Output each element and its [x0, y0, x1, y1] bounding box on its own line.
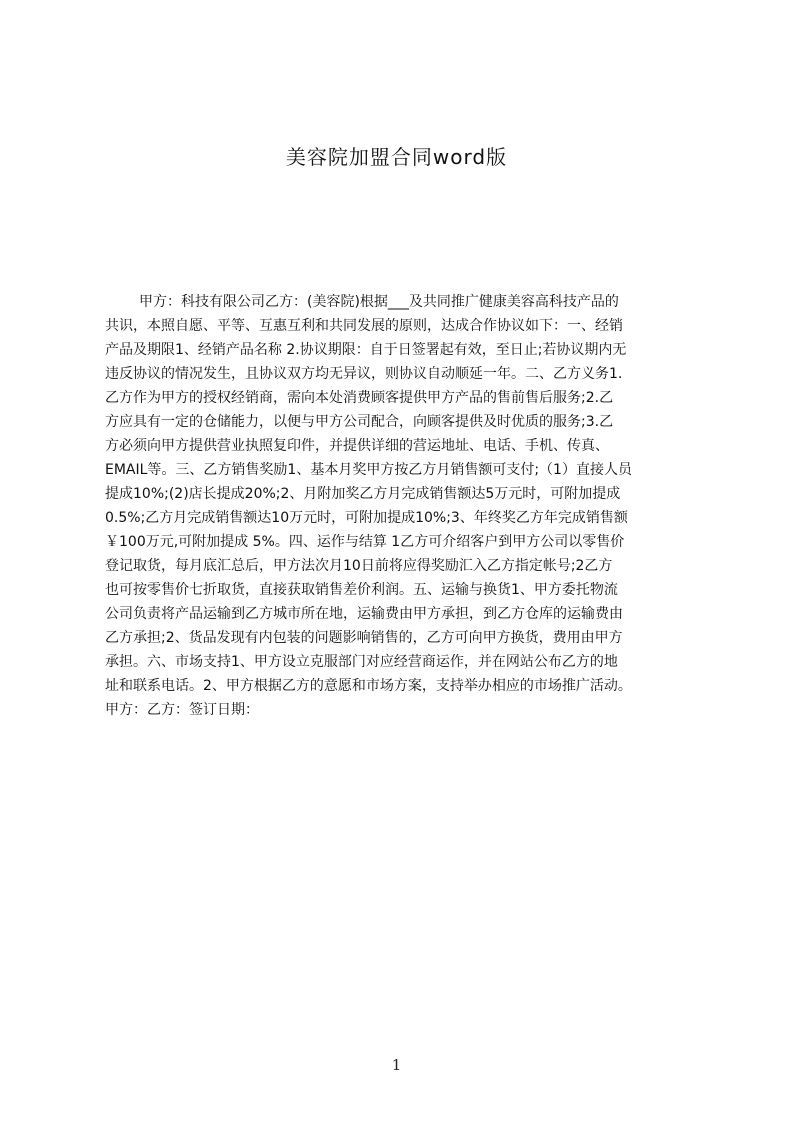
body-line: 乙方承担;2、货品发现有内包装的问题影响销售的，乙方可向甲方换货，费用由甲方: [105, 630, 623, 646]
contract-body: [105, 290, 697, 722]
page-number: 1: [391, 1056, 402, 1074]
body-line: 0.5%;乙方月完成销售额达10万元时，可附加提成10%;3、年终奖乙方年完成销售额: [105, 510, 628, 526]
body-line: 共识，本照自愿、平等、互惠互利和共同发展的原则，达成合作协议如下：一、经销: [105, 318, 623, 334]
body-line: 公司负责将产品运输到乙方城市所在地，运输费由甲方承担，到乙方仓库的运输费由: [105, 606, 623, 622]
body-line: 提成10%;(2)店长提成20%;2、月附加奖乙方月完成销售额达5万元时，可附加提成: [105, 486, 621, 502]
body-line: ￥100万元,可附加提成 5%。四、运作与结算 1乙方可介绍客户到甲方公司以零售价: [105, 534, 625, 550]
body-line: 违反协议的情况发生，且协议双方均无异议，则协议自动顺延一年。二、乙方义务1.: [105, 366, 623, 382]
body-line: 也可按零售价七折取货，直接获取销售差价利润。五、运输与换货1、甲方委托物流: [105, 582, 618, 598]
body-line: 产品及期限1、经销产品名称 2.协议期限：自于日签署起有效，至日止;若协议期内无: [105, 342, 627, 358]
document-title: 美容院加盟合同word版: [285, 145, 508, 169]
body-line: 乙方作为甲方的授权经销商，需向本处消费顾客提供甲方产品的售前售后服务;2.乙: [105, 390, 614, 406]
body-line: 甲方：科技有限公司乙方：(美容院)根据___及共同推广健康美容高科技产品的: [139, 294, 619, 310]
signature-line: 甲方：乙方：签订日期：: [105, 702, 259, 718]
body-line: 方必须向甲方提供营业执照复印件，并提供详细的营运地址、电话、手机、传真、: [105, 438, 609, 454]
body-line: 登记取货，每月底汇总后，甲方法次月10日前将应得奖励汇入乙方指定帐号;2乙方: [105, 558, 613, 574]
body-line: 方应具有一定的仓储能力，以便与甲方公司配合，向顾客提供及时优质的服务;3.乙: [105, 414, 614, 430]
body-line: EMAIL等。三、乙方销售奖励1、基本月奖甲方按乙方月销售额可支付;（1）直接人员: [105, 462, 632, 478]
body-line: 承担。六、市场支持1、甲方设立克服部门对应经营商运作，并在网站公布乙方的地: [105, 654, 618, 670]
body-line: 址和联系电话。2、甲方根据乙方的意愿和市场方案，支持举办相应的市场推广活动。: [105, 678, 632, 694]
